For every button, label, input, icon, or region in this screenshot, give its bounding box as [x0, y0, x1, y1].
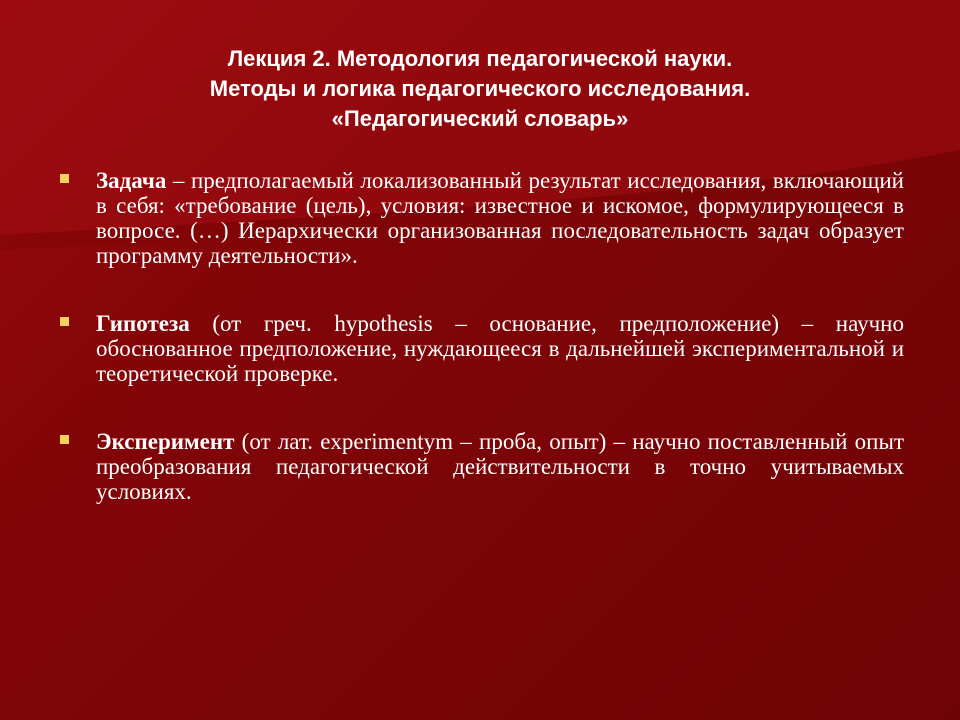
definition-text: (от лат. experimentym – проба, опыт) – научно поставленный опыт преобразования педагогической действительности в точно учитываемых условиях. [96, 429, 904, 504]
definition-term: Задача [96, 168, 167, 193]
definition-item-zadacha [58, 168, 904, 268]
title-line-1: Лекция 2. Методология педагогической науки. [227, 46, 733, 71]
title-line-2: Методы и логика педагогического исследования. [209, 76, 751, 101]
square-bullet-icon [60, 174, 69, 183]
title-line-3: «Педагогический словарь» [331, 106, 629, 131]
definition-term: Гипотеза [96, 311, 190, 336]
square-bullet-icon [60, 435, 69, 444]
square-bullet-icon [60, 317, 69, 326]
definition-list [58, 168, 904, 504]
definition-text: – предполагаемый локализованный результат исследования, включающий в себя: «требование (цель), условия: известное и искомое, формулирующееся в вопросе. (…) Иерархически организованная последовательность задач образует программу деятельности». [96, 168, 904, 268]
definition-item-eksperiment [58, 429, 904, 504]
definition-text: (от греч. hypothesis – основание, предположение) – научно обоснованное предположение, нуждающееся в дальнейшей экспериментальной и теоретической проверке. [96, 311, 904, 386]
definition-item-gipoteza [58, 311, 904, 386]
definition-term: Эксперимент [96, 429, 235, 454]
slide-title [60, 44, 900, 134]
